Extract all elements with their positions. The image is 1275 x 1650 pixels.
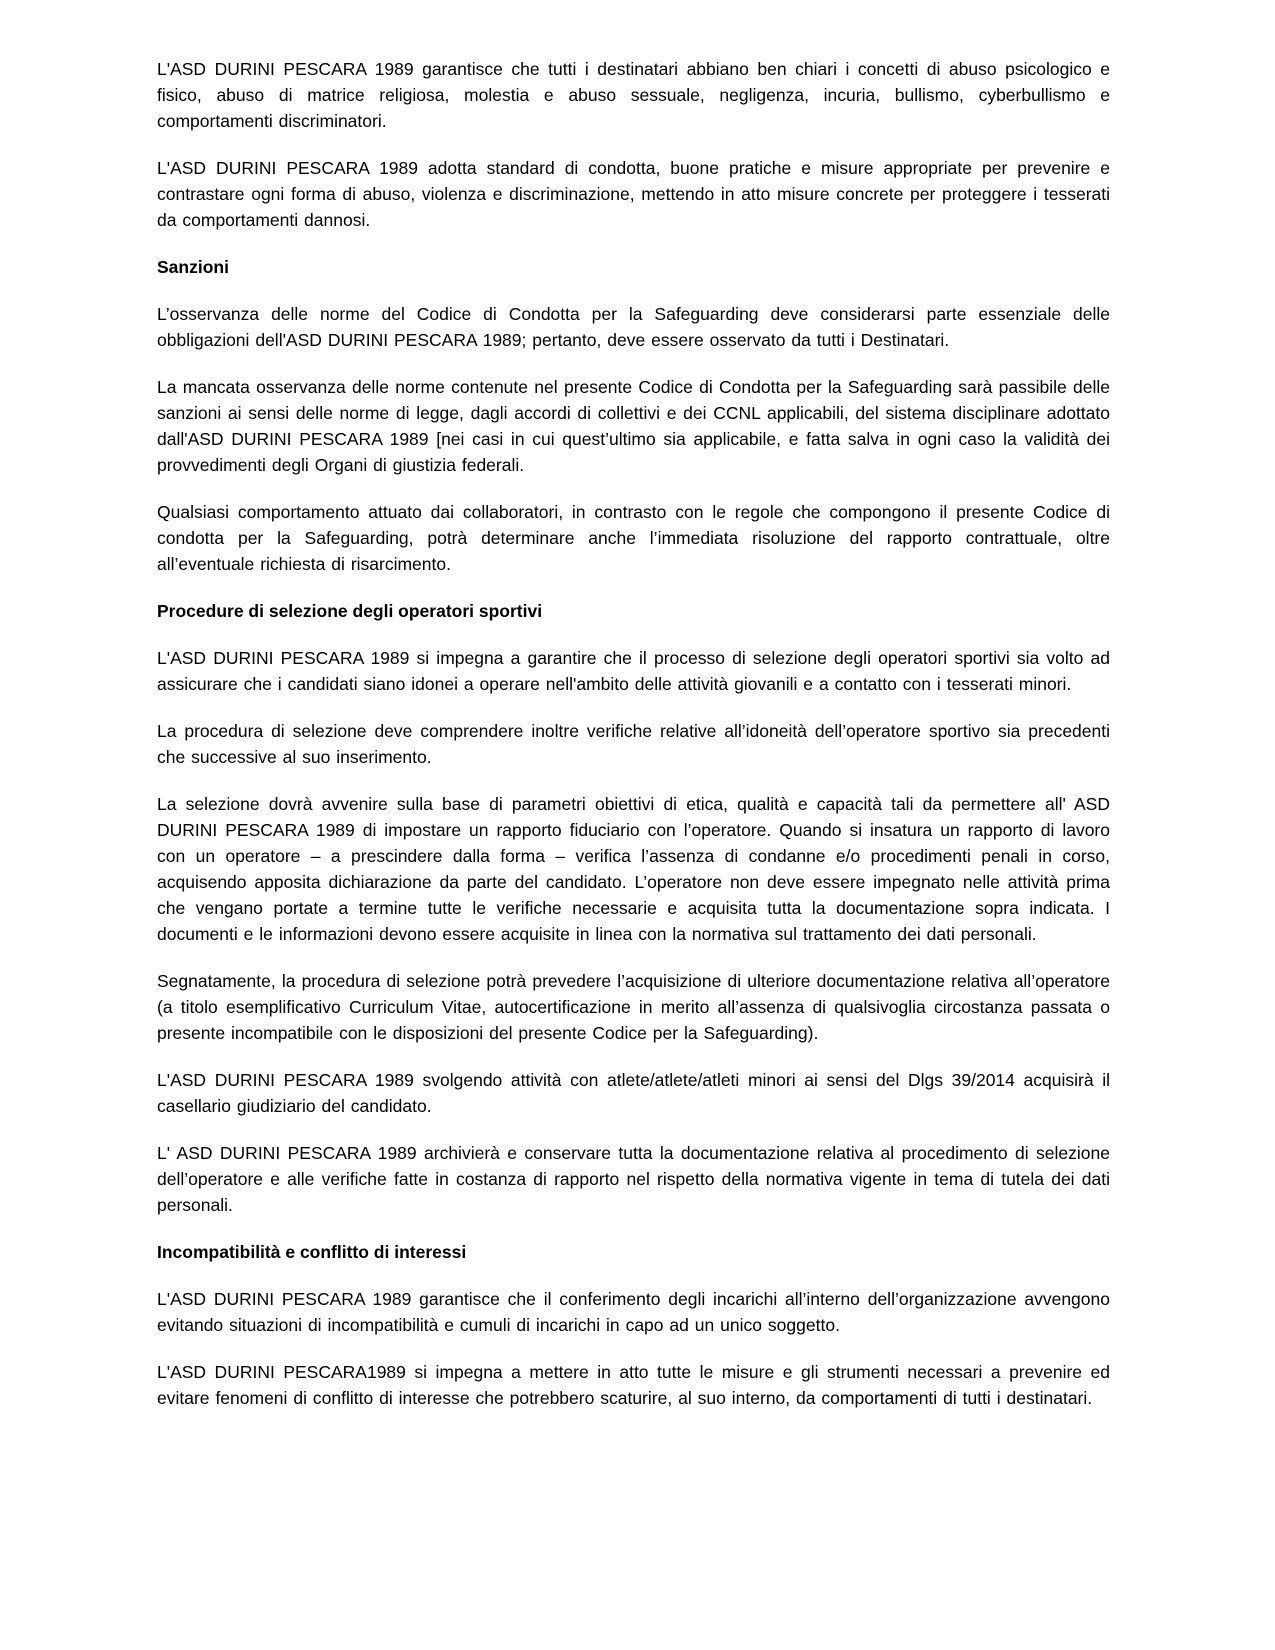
paragraph-verifiche-idoneita: La procedura di selezione deve comprendere inoltre verifiche relative all’idoneità dell’operatore sportivo sia precedenti che successive al suo inserimento. [157,721,1110,767]
paragraph-processo-selezione: L'ASD DURINI PESCARA 1989 si impegna a garantire che il processo di selezione degli operatori sportivi sia volto ad assicurare che i candidati siano idonei a operare nell'ambito delle attività giovanili e a contatto con i tesserati minori. [157,648,1110,694]
paragraph-mancata-osservanza: La mancata osservanza delle norme contenute nel presente Codice di Condotta per la Safeguarding sarà passibile delle sanzioni ai sensi delle norme di legge, dagli accordi di collettivi e dei CCNL applicabili, del sistema disciplinare adottato dall'ASD DURINI PESCARA 1989 [nei casi in cui quest’ultimo sia applicabile, e fatta salva in ogni caso la validità dei provvedimenti degli Organi di giustizia federali. [157,377,1110,475]
section-heading-sanzioni: Sanzioni [157,257,229,277]
paragraph-standards-of-conduct: L'ASD DURINI PESCARA 1989 adotta standard di condotta, buone pratiche e misure appropriate per prevenire e contrastare ogni forma di abuso, violenza e discriminazione, mettendo in atto misure concrete per proteggere i tesserati da comportamenti dannosi. [157,158,1110,230]
paragraph-conferimento-incarichi: L'ASD DURINI PESCARA 1989 garantisce che il conferimento degli incarichi all’interno dell’organizzazione avvengono evitando situazioni di incompatibilità e cumuli di incarichi in capo ad un unico soggetto. [157,1289,1110,1335]
paragraph-comportamento-collaboratori: Qualsiasi comportamento attuato dai collaboratori, in contrasto con le regole che compongono il presente Codice di condotta per la Safeguarding, potrà determinare anche l’immediata risoluzione del rapporto contrattuale, oltre all’eventuale richiesta di risarcimento. [157,502,1110,574]
paragraph-parametri-selezione: La selezione dovrà avvenire sulla base di parametri obiettivi di etica, qualità e capacità tali da permettere all' ASD DURINI PESCARA 1989 di impostare un rapporto fiduciario con l’operatore. Quando si insatura un rapporto di lavoro con un operatore – a prescindere dalla forma – verifica l’assenza di condanne e/o procedimenti penali in corso, acquisendo apposita dichiarazione da parte del candidato. L’operatore non deve essere impegnato nelle attività prima che vengano portate a termine tutte le verifiche necessarie e acquisita tutta la documentazione sopra indicata. I documenti e le informazioni devono essere acquisite in linea con la normativa sul trattamento dei dati personali. [157,794,1110,944]
section-heading-incompatibilita: Incompatibilità e conflitto di interessi [157,1242,467,1262]
paragraph-abuse-concepts: L'ASD DURINI PESCARA 1989 garantisce che tutti i destinatari abbiano ben chiari i concetti di abuso psicologico e fisico, abuso di matrice religiosa, molestia e abuso sessuale, negligenza, incuria, bullismo, cyberbullismo e comportamenti discriminatori. [157,59,1110,131]
section-heading-procedure-selezione: Procedure di selezione degli operatori sportivi [157,601,543,621]
paragraph-archiviazione-documentazione: L' ASD DURINI PESCARA 1989 archivierà e conservare tutta la documentazione relativa al procedimento di selezione dell’operatore e alle verifiche fatte in costanza di rapporto nel rispetto della normativa vigente in tema di tutela dei dati personali. [157,1143,1110,1215]
paragraph-conflitto-interesse: L'ASD DURINI PESCARA1989 si impegna a mettere in atto tutte le misure e gli strumenti necessari a prevenire ed evitare fenomeni di conflitto di interesse che potrebbero scaturire, al suo interno, da comportamenti di tutti i destinatari. [157,1362,1110,1408]
paragraph-osservanza-norme: L’osservanza delle norme del Codice di Condotta per la Safeguarding deve considerarsi parte essenziale delle obbligazioni dell'ASD DURINI PESCARA 1989; pertanto, deve essere osservato da tutti i Destinatari. [157,304,1110,350]
paragraph-casellario-giudiziario: L'ASD DURINI PESCARA 1989 svolgendo attività con atlete/atlete/atleti minori ai sensi del Dlgs 39/2014 acquisirà il casellario giudiziario del candidato. [157,1070,1110,1116]
paragraph-ulteriore-documentazione: Segnatamente, la procedura di selezione potrà prevedere l’acquisizione di ulteriore documentazione relativa all’operatore (a titolo esemplificativo Curriculum Vitae, autocertificazione in merito all’assenza di qualsivoglia circostanza passata o presente incompatibile con le disposizioni del presente Codice per la Safeguarding). [157,971,1110,1043]
